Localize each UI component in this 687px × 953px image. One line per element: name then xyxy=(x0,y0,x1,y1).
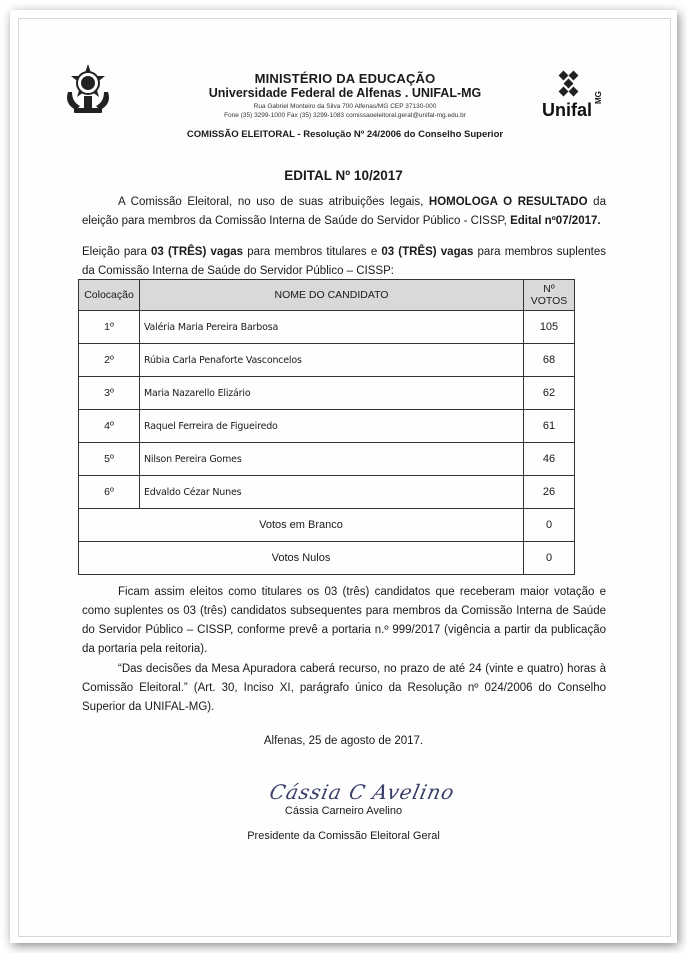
row-name: Raquel Ferreira de Figueiredo xyxy=(140,410,524,443)
row-votes: 26 xyxy=(524,476,575,509)
header-votes xyxy=(524,280,575,311)
blank-votes-count: 0 xyxy=(524,509,575,542)
intro-text-2: da eleição para membros da Comissão Interna de Saúde do Servidor Público - CISSP, xyxy=(82,196,606,227)
row-votes: 105 xyxy=(524,311,575,344)
header-name: NOME DO CANDIDATO xyxy=(140,280,524,311)
logo-mg: MG xyxy=(594,91,603,104)
elected-paragraph: Ficam assim eleitos como titulares os 03 (três) candidatos que receberam maior votação e como suplentes os 03 (três) candidatos subsequentes para membros da Comissão Interna de Saúde do Servidor Público – CISSP, conforme prevê a portaria n.º 999/2017 (vigência a partir da publicação da portaria pela reitoria). xyxy=(82,586,606,655)
intro-bold: HOMOLOGA O RESULTADO xyxy=(428,196,588,208)
row-name: Edvaldo Cézar Nunes xyxy=(140,476,524,509)
signer-role: Presidente da Comissão Eleitoral Geral xyxy=(247,830,440,842)
null-votes-label: Votos Nulos xyxy=(79,542,524,575)
signer-name: Cássia Carneiro Avelino xyxy=(284,805,403,817)
university-name: Universidade Federal de Alfenas . UNIFAL-MG xyxy=(208,86,482,100)
table-row xyxy=(79,311,575,344)
null-votes-row xyxy=(79,542,575,575)
results-table xyxy=(78,279,575,575)
intro-bold-2: Edital nº07/2017. xyxy=(510,215,601,227)
appeal-paragraph: “Das decisões da Mesa Apuradora caberá recurso, no prazo de até 24 (vinte e quatro) horas à Comissão Eleitoral.” (Art. 30, Inciso XI, parágrafo único da Resolução nº 024/2006 do Conselho Superior da UNIFAL-MG). xyxy=(82,663,606,713)
intro-paragraph xyxy=(82,193,606,231)
row-name: Rúbia Carla Penaforte Vasconcelos xyxy=(140,344,524,377)
university-contact: Fone (35) 3299-1000 Fax (35) 3299-1083 comissaoeleitoral.geral@unifal-mg.edu.br xyxy=(224,112,466,119)
row-name: Nilson Pereira Gomes xyxy=(140,443,524,476)
signature-script: Cássia C Avelino xyxy=(267,780,458,804)
row-position: 2º xyxy=(79,344,140,377)
table-row xyxy=(79,443,575,476)
logo-text: Unifal xyxy=(542,100,593,120)
table-row xyxy=(79,377,575,410)
unifal-logo xyxy=(530,68,610,134)
edital-title: EDITAL Nº 10/2017 xyxy=(284,168,403,183)
table-row xyxy=(79,476,575,509)
row-votes: 68 xyxy=(524,344,575,377)
table-row xyxy=(79,344,575,377)
ministry-title: MINISTÉRIO DA EDUCAÇÃO xyxy=(254,71,436,86)
blank-votes-row xyxy=(79,509,575,542)
vacancies-bold-2: 03 (TRÊS) vagas xyxy=(381,246,474,258)
row-name: Maria Nazarello Elizário xyxy=(140,377,524,410)
header-votes-line2: VOTOS xyxy=(530,295,568,307)
commission-subtitle: COMISSÃO ELEITORAL - Resolução Nº 24/2006 do Conselho Superior xyxy=(186,129,504,140)
row-position: 3º xyxy=(79,377,140,410)
row-votes: 61 xyxy=(524,410,575,443)
row-votes: 62 xyxy=(524,377,575,410)
row-position: 4º xyxy=(79,410,140,443)
blank-votes-label: Votos em Branco xyxy=(79,509,524,542)
null-votes-count: 0 xyxy=(524,542,575,575)
place-date: Alfenas, 25 de agosto de 2017. xyxy=(263,735,424,747)
row-position: 5º xyxy=(79,443,140,476)
row-name: Valéria Maria Pereira Barbosa xyxy=(140,311,524,344)
intro-text: A Comissão Eleitoral, no uso de suas atribuições legais, xyxy=(118,196,429,208)
vacancies-text: Eleição para xyxy=(82,246,152,258)
vacancies-bold: 03 (TRÊS) vagas xyxy=(151,246,244,258)
university-address: Rua Gabriel Monteiro da Silva 700 Alfenas/MG CEP 37130-000 xyxy=(253,103,437,110)
header-position: Colocação xyxy=(79,280,140,311)
table-row xyxy=(79,410,575,443)
row-votes: 46 xyxy=(524,443,575,476)
table-header-row xyxy=(79,280,575,311)
vacancies-paragraph xyxy=(82,243,606,281)
vacancies-text-3: para membros suplentes da Comissão Interna de Saúde do Servidor Público – CISSP: xyxy=(82,246,606,277)
row-position: 1º xyxy=(79,311,140,344)
row-position: 6º xyxy=(79,476,140,509)
brazil-coat-of-arms-icon xyxy=(62,62,114,118)
vacancies-text-2: para membros titulares e xyxy=(243,246,382,258)
header-votes-line1: Nº xyxy=(543,283,555,295)
